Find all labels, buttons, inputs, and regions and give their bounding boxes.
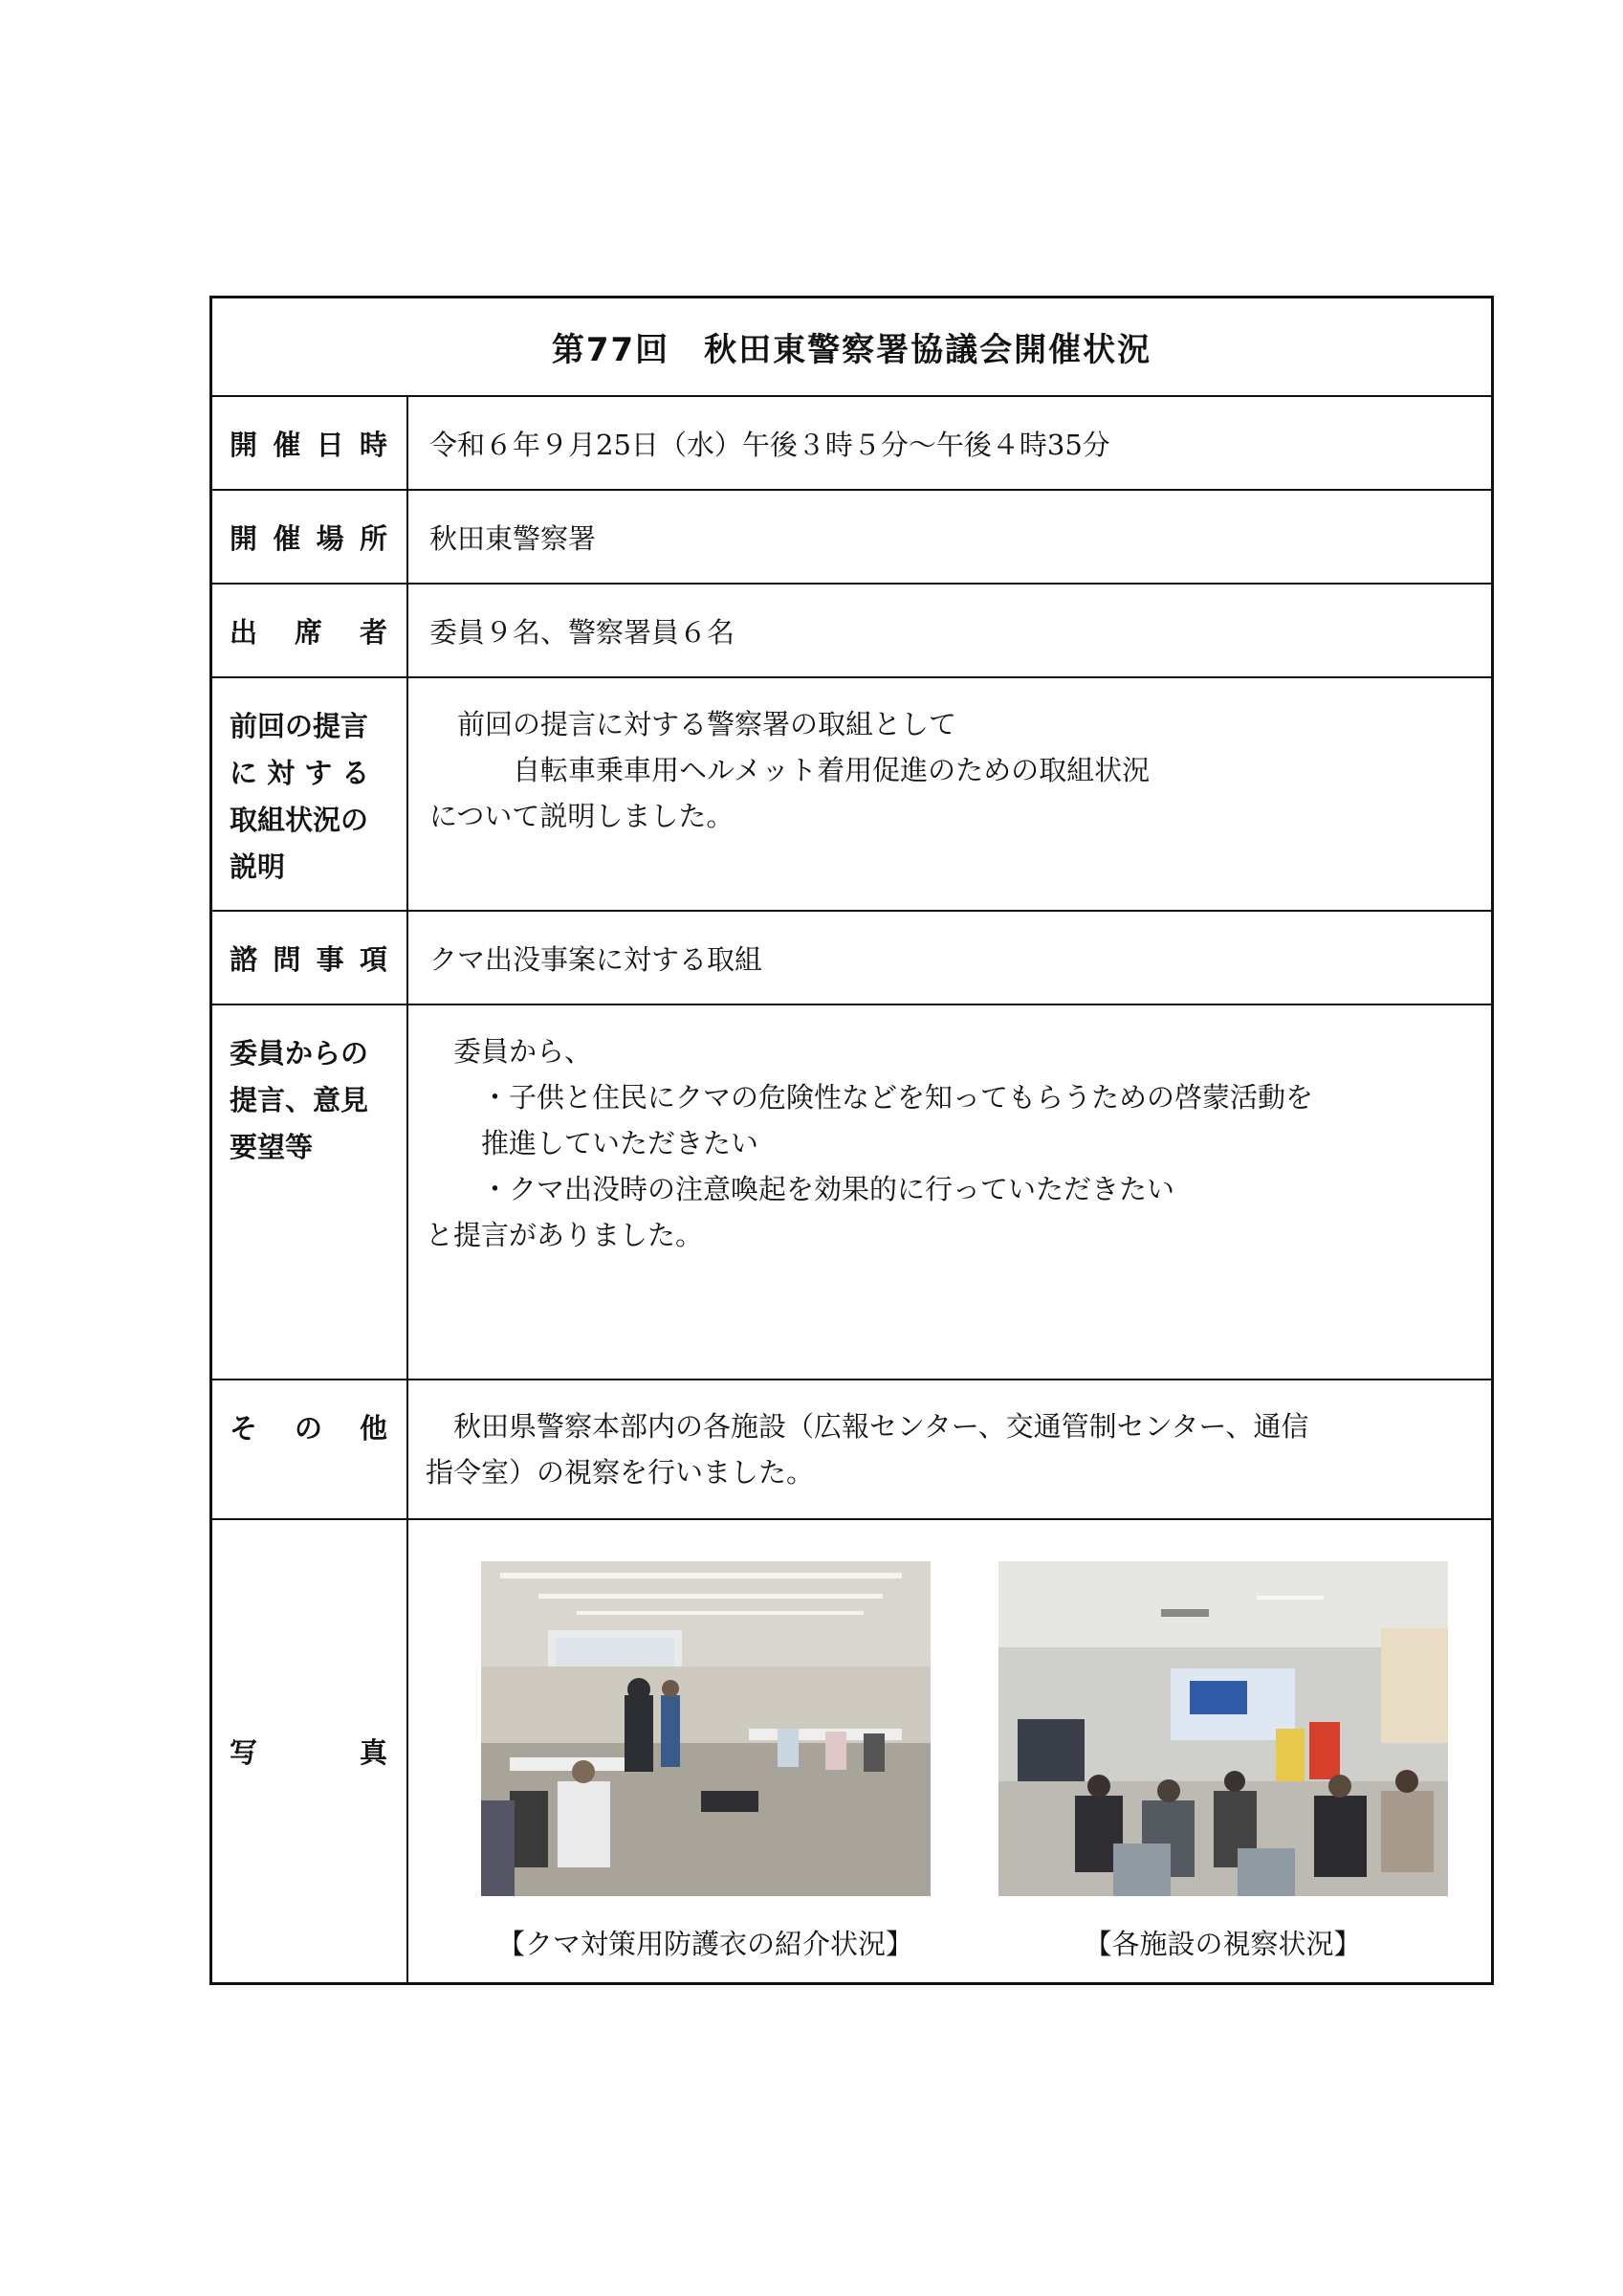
label-char: 者 bbox=[359, 615, 387, 649]
label-char: 開 bbox=[230, 428, 258, 461]
place-label bbox=[212, 491, 408, 583]
other-label bbox=[212, 1380, 408, 1518]
label-char: 催 bbox=[273, 521, 301, 555]
label-char: 所 bbox=[359, 521, 387, 555]
label-line: に 対 す る bbox=[230, 757, 370, 789]
document-title: 第77回 秋田東警察署協議会開催状況 bbox=[551, 331, 1152, 369]
label-line: 提言、意見 bbox=[230, 1084, 369, 1116]
label-char: 項 bbox=[359, 942, 387, 976]
facility-inspection-photo bbox=[998, 1561, 1448, 1896]
label-char: 時 bbox=[359, 428, 387, 461]
bear-suit-demo-photo bbox=[481, 1561, 931, 1896]
title-row bbox=[212, 298, 1491, 395]
date-row bbox=[212, 395, 1491, 489]
date-value: 令和６年９月25日（水）午後３時５分～午後４時35分 bbox=[429, 428, 1110, 461]
label-char: の bbox=[294, 1412, 322, 1445]
place-value: 秋田東警察署 bbox=[429, 521, 597, 555]
attendees-value: 委員９名、警察署員６名 bbox=[429, 615, 735, 649]
photo-caption: 【各施設の視察状況】 bbox=[1084, 1928, 1362, 1960]
label-line: 前回の提言 bbox=[230, 710, 369, 742]
label-char: 諮 bbox=[230, 942, 258, 976]
label-line: 説明 bbox=[230, 850, 286, 883]
text-line: ・クマ出没時の注意喚起を効果的に行っていただきたい bbox=[426, 1173, 1175, 1205]
label-line: 委員からの bbox=[230, 1037, 369, 1070]
label-char: 事 bbox=[316, 942, 344, 976]
label-char: 開 bbox=[230, 521, 258, 555]
label-line: 取組状況の bbox=[230, 804, 369, 836]
inquiry-value: クマ出没事案に対する取組 bbox=[429, 942, 763, 976]
text-line: 前回の提言に対する警察署の取組として bbox=[429, 708, 957, 740]
photos-row bbox=[212, 1518, 1491, 1982]
text-line: 委員から、 bbox=[426, 1035, 593, 1068]
opinions-value bbox=[408, 1005, 1491, 1379]
date-label bbox=[212, 397, 408, 489]
other-row bbox=[212, 1379, 1491, 1518]
attendees-row bbox=[212, 583, 1491, 676]
photo-item-1 bbox=[481, 1561, 931, 1962]
opinions-label bbox=[212, 1005, 408, 1379]
previous-label bbox=[212, 678, 408, 910]
text-line: と提言がありました。 bbox=[426, 1219, 704, 1251]
other-value bbox=[408, 1380, 1491, 1518]
label-char: 席 bbox=[294, 615, 322, 649]
photo-caption: 【クマ対策用防護衣の紹介状況】 bbox=[496, 1928, 913, 1960]
previous-value bbox=[408, 678, 1491, 910]
meeting-report-table bbox=[209, 296, 1494, 1985]
label-char: 真 bbox=[359, 1736, 387, 1769]
text-line: ・子供と住民にクマの危険性などを知ってもらうための啓蒙活動を bbox=[426, 1081, 1314, 1114]
inquiry-label bbox=[212, 912, 408, 1004]
label-char: 催 bbox=[273, 428, 301, 461]
text-line: について説明しました。 bbox=[429, 800, 735, 832]
photos-value bbox=[408, 1520, 1491, 1982]
label-line: 要望等 bbox=[230, 1131, 314, 1163]
inquiry-row bbox=[212, 910, 1491, 1004]
text-line: 秋田県警察本部内の各施設（広報センター、交通管制センター、通信 bbox=[426, 1410, 1309, 1443]
text-line: 指令室）の視察を行いました。 bbox=[426, 1456, 815, 1489]
text-line: 推進していただきたい bbox=[426, 1127, 759, 1159]
previous-row bbox=[212, 676, 1491, 910]
label-char: 日 bbox=[316, 428, 344, 461]
label-char: 出 bbox=[230, 615, 258, 649]
label-char: そ bbox=[230, 1412, 258, 1445]
text-line: 自転車乗車用ヘルメット着用促進のための取組状況 bbox=[429, 754, 1151, 786]
attendees-label bbox=[212, 585, 408, 676]
photos-label bbox=[212, 1520, 408, 1982]
label-char: 問 bbox=[273, 942, 301, 976]
opinions-row bbox=[212, 1004, 1491, 1379]
photo-item-2 bbox=[998, 1561, 1448, 1962]
label-char: 他 bbox=[359, 1412, 387, 1445]
place-row bbox=[212, 489, 1491, 583]
label-char: 写 bbox=[230, 1736, 258, 1769]
label-char: 場 bbox=[316, 521, 344, 555]
